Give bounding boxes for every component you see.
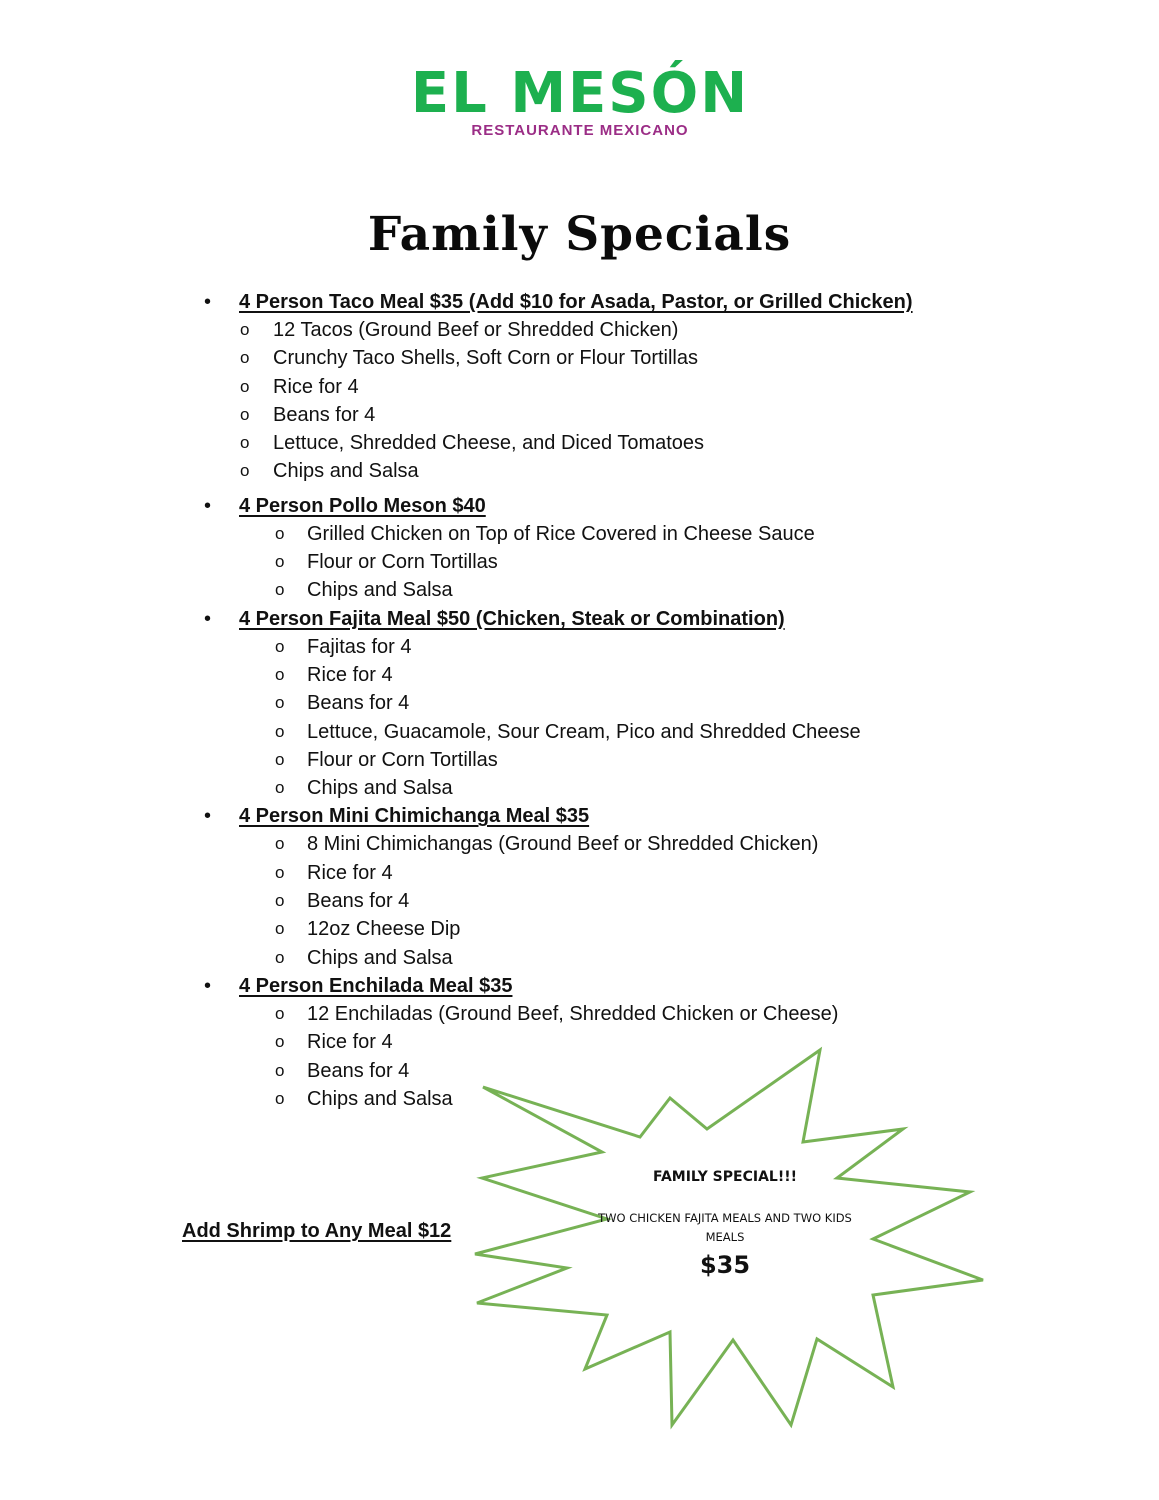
special-heading: 4 Person Fajita Meal $50 (Chicken, Steak or Combination)	[239, 607, 785, 630]
special-heading: 4 Person Mini Chimichanga Meal $35	[239, 805, 590, 828]
circle-bullet-icon: o	[275, 552, 285, 572]
page-title: Family Specials	[367, 207, 792, 262]
circle-bullet-icon: o	[275, 1060, 285, 1080]
circle-bullet-icon: o	[240, 404, 250, 424]
list-item: o Flour or Corn Tortillas	[0, 548, 1159, 576]
circle-bullet-icon: o	[275, 919, 285, 939]
circle-bullet-icon: o	[240, 348, 250, 368]
list-item: o Beans for 4	[0, 401, 1159, 429]
list-item: o Flour or Corn Tortillas	[0, 746, 1159, 774]
special-heading: 4 Person Pollo Meson $40	[239, 494, 486, 517]
list-item: o Rice for 4	[0, 859, 1159, 887]
list-item: o Lettuce, Guacamole, Sour Cream, Pico and Shredded Cheese	[0, 718, 1159, 746]
promo-description: TWO CHICKEN FAJITA MEALS AND TWO KIDS MEALS	[598, 1211, 852, 1244]
list-item: o Grilled Chicken on Top of Rice Covered in Cheese Sauce	[0, 520, 1159, 548]
circle-bullet-icon: o	[275, 947, 285, 967]
bullet-icon: •	[204, 494, 212, 517]
special-chimichanga-meal	[0, 802, 1159, 971]
list-item: o 12oz Cheese Dip	[0, 915, 1159, 943]
list-item: o Beans for 4	[0, 887, 1159, 915]
promo-callout	[590, 1165, 860, 1279]
list-item: o Rice for 4	[0, 1028, 1159, 1056]
circle-bullet-icon: o	[240, 376, 250, 396]
circle-bullet-icon: o	[275, 693, 285, 713]
list-item: o Chips and Salsa	[0, 944, 1159, 972]
circle-bullet-icon: o	[275, 636, 285, 656]
list-item: o Chips and Salsa	[0, 774, 1159, 802]
list-item: o Lettuce, Shredded Cheese, and Diced Tomatoes	[0, 429, 1159, 457]
circle-bullet-icon: o	[275, 721, 285, 741]
bullet-icon: •	[204, 291, 212, 313]
logo-name: EL MESÓN	[410, 61, 750, 126]
special-fajita-meal	[0, 605, 1159, 803]
circle-bullet-icon: o	[275, 749, 285, 769]
circle-bullet-icon: o	[275, 891, 285, 911]
bullet-icon: •	[204, 607, 212, 630]
circle-bullet-icon: o	[275, 664, 285, 684]
list-item: o 12 Tacos (Ground Beef or Shredded Chicken)	[0, 316, 1159, 344]
list-item: o Chips and Salsa	[0, 457, 1159, 485]
list-item: o Fajitas for 4	[0, 633, 1159, 661]
special-heading: 4 Person Enchilada Meal $35	[239, 974, 513, 997]
list-item: o Chips and Salsa	[0, 1085, 1159, 1113]
list-item: o Rice for 4	[0, 373, 1159, 401]
list-item: o 8 Mini Chimichangas (Ground Beef or Shredded Chicken)	[0, 830, 1159, 858]
list-item: o 12 Enchiladas (Ground Beef, Shredded Chicken or Cheese)	[0, 1000, 1159, 1028]
special-taco-meal	[0, 288, 1159, 486]
circle-bullet-icon: o	[240, 320, 250, 339]
circle-bullet-icon: o	[275, 580, 285, 600]
list-item: o Chips and Salsa	[0, 576, 1159, 604]
shrimp-addon: Add Shrimp to Any Meal $12	[182, 1220, 452, 1242]
circle-bullet-icon: o	[275, 778, 285, 798]
list-item: o Crunchy Taco Shells, Soft Corn or Flour Tortillas	[0, 344, 1159, 372]
specials-list	[0, 288, 1159, 1113]
circle-bullet-icon: o	[275, 862, 285, 882]
circle-bullet-icon: o	[275, 1003, 285, 1023]
list-item: o Beans for 4	[0, 1057, 1159, 1085]
promo-title: FAMILY SPECIAL!!!	[653, 1169, 797, 1185]
circle-bullet-icon: o	[240, 461, 250, 481]
special-pollo-meson	[0, 492, 1159, 605]
logo-tagline: RESTAURANTE MEXICANO	[471, 122, 689, 139]
circle-bullet-icon: o	[275, 1032, 285, 1052]
restaurant-logo	[360, 62, 800, 146]
bullet-icon: •	[204, 974, 212, 997]
bullet-icon: •	[204, 805, 212, 828]
circle-bullet-icon: o	[240, 433, 250, 453]
circle-bullet-icon: o	[275, 523, 285, 543]
promo-price: $35	[699, 1251, 751, 1279]
special-heading: 4 Person Taco Meal $35 (Add $10 for Asada, Pastor, or Grilled Chicken)	[239, 291, 913, 313]
circle-bullet-icon: o	[275, 1088, 285, 1108]
list-item: o Rice for 4	[0, 661, 1159, 689]
list-item: o Beans for 4	[0, 689, 1159, 717]
circle-bullet-icon: o	[275, 834, 285, 854]
